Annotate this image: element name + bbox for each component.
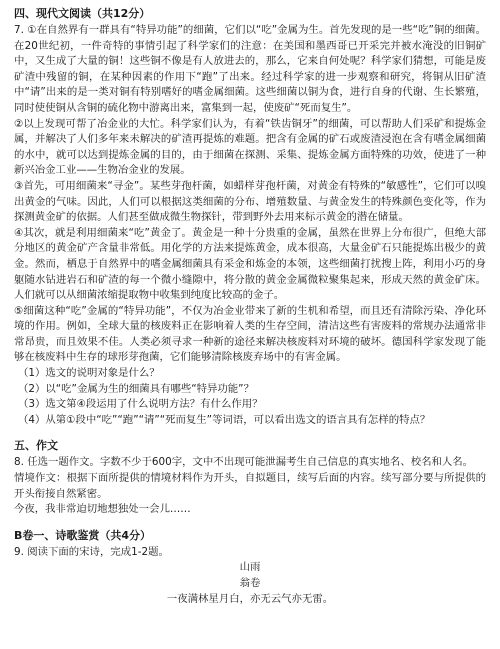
poem-line-1: 一夜满林星月白，亦无云气亦无雷。 bbox=[166, 592, 334, 605]
question-4: （4）从第①段中“吃”“跑”“请”“死而复生”等词语，可以看出选文的语言具有怎样的特点？ bbox=[18, 413, 431, 426]
paragraph-1: 7. ①在自然界有一群具有“特异功能”的细菌，它们以“吃”金属为生。首先发现的是一些“吃”铜的细菌。在20世纪初，一件奇特的事情引起了科学家们的注意：在美国和墨西哥已开采完并被水淹没的旧铜矿中，又生成了大量的铜！这些铜不像是有人放进去的，那么，它来自何处呢？科学家们猜想，可能是废矿渣中残留的铜，在某种因素的作用下“跑”了出来。经过科学家的进一步观察和研究，将铜从旧矿渣中“请”出来的是一类对铜有特别嗜好的嗜金属细菌。这些细菌以铜为食，进行自身的代谢、生长繁殖，同时使使铜从含铜的硫化物中游离出来，富集到一起，使废矿“死而复生”。 bbox=[14, 24, 486, 114]
section-heading-poetry: B卷一、诗歌鉴赏（共4分） bbox=[14, 528, 152, 542]
paragraph-3: ③首先，可用细菌来“寻金”。某些芽孢杆菌，如蜡样芽孢杆菌，对黄金有特殊的“敏感性”，它们可以嗅出黄金的气味。因此，人们可以根据这类细菌的分布、增殖数量、与黄金发生的特殊颜色变化等，作为探测黄金矿的依据。人们甚至做成微生物探针，带到野外去用来标示黄金的潜在储量。 bbox=[14, 179, 486, 224]
question-1: （1）选文的说明对象是什么？ bbox=[18, 367, 160, 380]
section-heading-modern-reading: 四、现代文阅读（共12分） bbox=[14, 7, 151, 20]
question-2: （2）以“吃”金属为生的细菌具有哪些“特异功能”？ bbox=[18, 382, 254, 395]
composition-instructions: 8. 任选一题作文。字数不少于600字，文中不出现可能泄漏考生自己信息的真实地名、校名和人名。 bbox=[14, 456, 474, 469]
poetry-instructions: 9. 阅读下面的宋诗，完成1-2题。 bbox=[14, 545, 169, 558]
paragraph-4: ④其次，就是利用细菌来“吃”黄金了。黄金是一种十分贵重的金属，虽然在世界上分布很广，但绝大部分地区的黄金矿产含量非常低。用化学的方法来提炼黄金，成本很高，大量金矿石只能提炼出极少的黄金。然而，栖息于自然界中的嗜金属细菌具有采金和炼金的本领，这些细菌打扰搜上阵，利用小巧的身躯随水钻进岩石和矿渣的每一个微小缝隙中，将分散的黄金金属微粒聚集起来，形成天然的黄金矿床。人们就可以从细菌浓缩提取物中收集到纯度比较高的金子。 bbox=[14, 226, 486, 302]
poem-title: 山雨 bbox=[239, 561, 261, 574]
spacer bbox=[14, 428, 486, 436]
poem-author: 翁卷 bbox=[239, 577, 261, 589]
composition-situation: 情境作文：根据下面所提供的情境材料作为开头，自拟题目，续写后面的内容。续写部分要与所提供的开头衔接自然紧密。 bbox=[14, 472, 486, 500]
paragraph-5: ⑤细菌这种“吃”金属的“特异功能”，不仅为冶金业带来了新的生机和希望，而且还有清除污染、净化环境的作用。例如，全球大量的核废料正在影响着人类的生存空间，清洁这些有害废料的常规办法通常非常昂贵，而且效果不佳。人类必须寻求一种新的途径来解决核废料对环境的破坏。德国科学家发现了能够在核废料中生存的球形芽孢菌，它们能够清除核废弃场中的有害金属。 bbox=[14, 304, 486, 364]
paragraph-2: ②以上发现可帮了冶金业的大忙。科学家们认为，有着“铁齿铜牙”的细菌，可以帮助人们采矿和提炼金属，并解决了人们多年来未解决的矿渣再提炼的难题。把含有金属的矿石或废渣浸泡在含有嗜金属细菌的水中，就可以达到提炼金属的目的，由于细菌在探测、采集、提炼金属方面特殊的功效，使进了一种新兴冶金工业——生物冶金业的发展。 bbox=[14, 117, 486, 177]
section-heading-composition: 五、作文 bbox=[14, 439, 58, 453]
composition-opening: 今夜，我非常迫切地想独处一会儿…… bbox=[14, 503, 191, 516]
section-poetry bbox=[14, 528, 486, 607]
section-modern-reading bbox=[14, 6, 486, 428]
question-3: （3）选文第④段运用了什么说明方法？有什么作用？ bbox=[18, 398, 263, 411]
section-composition bbox=[14, 438, 486, 517]
spacer bbox=[14, 518, 486, 526]
